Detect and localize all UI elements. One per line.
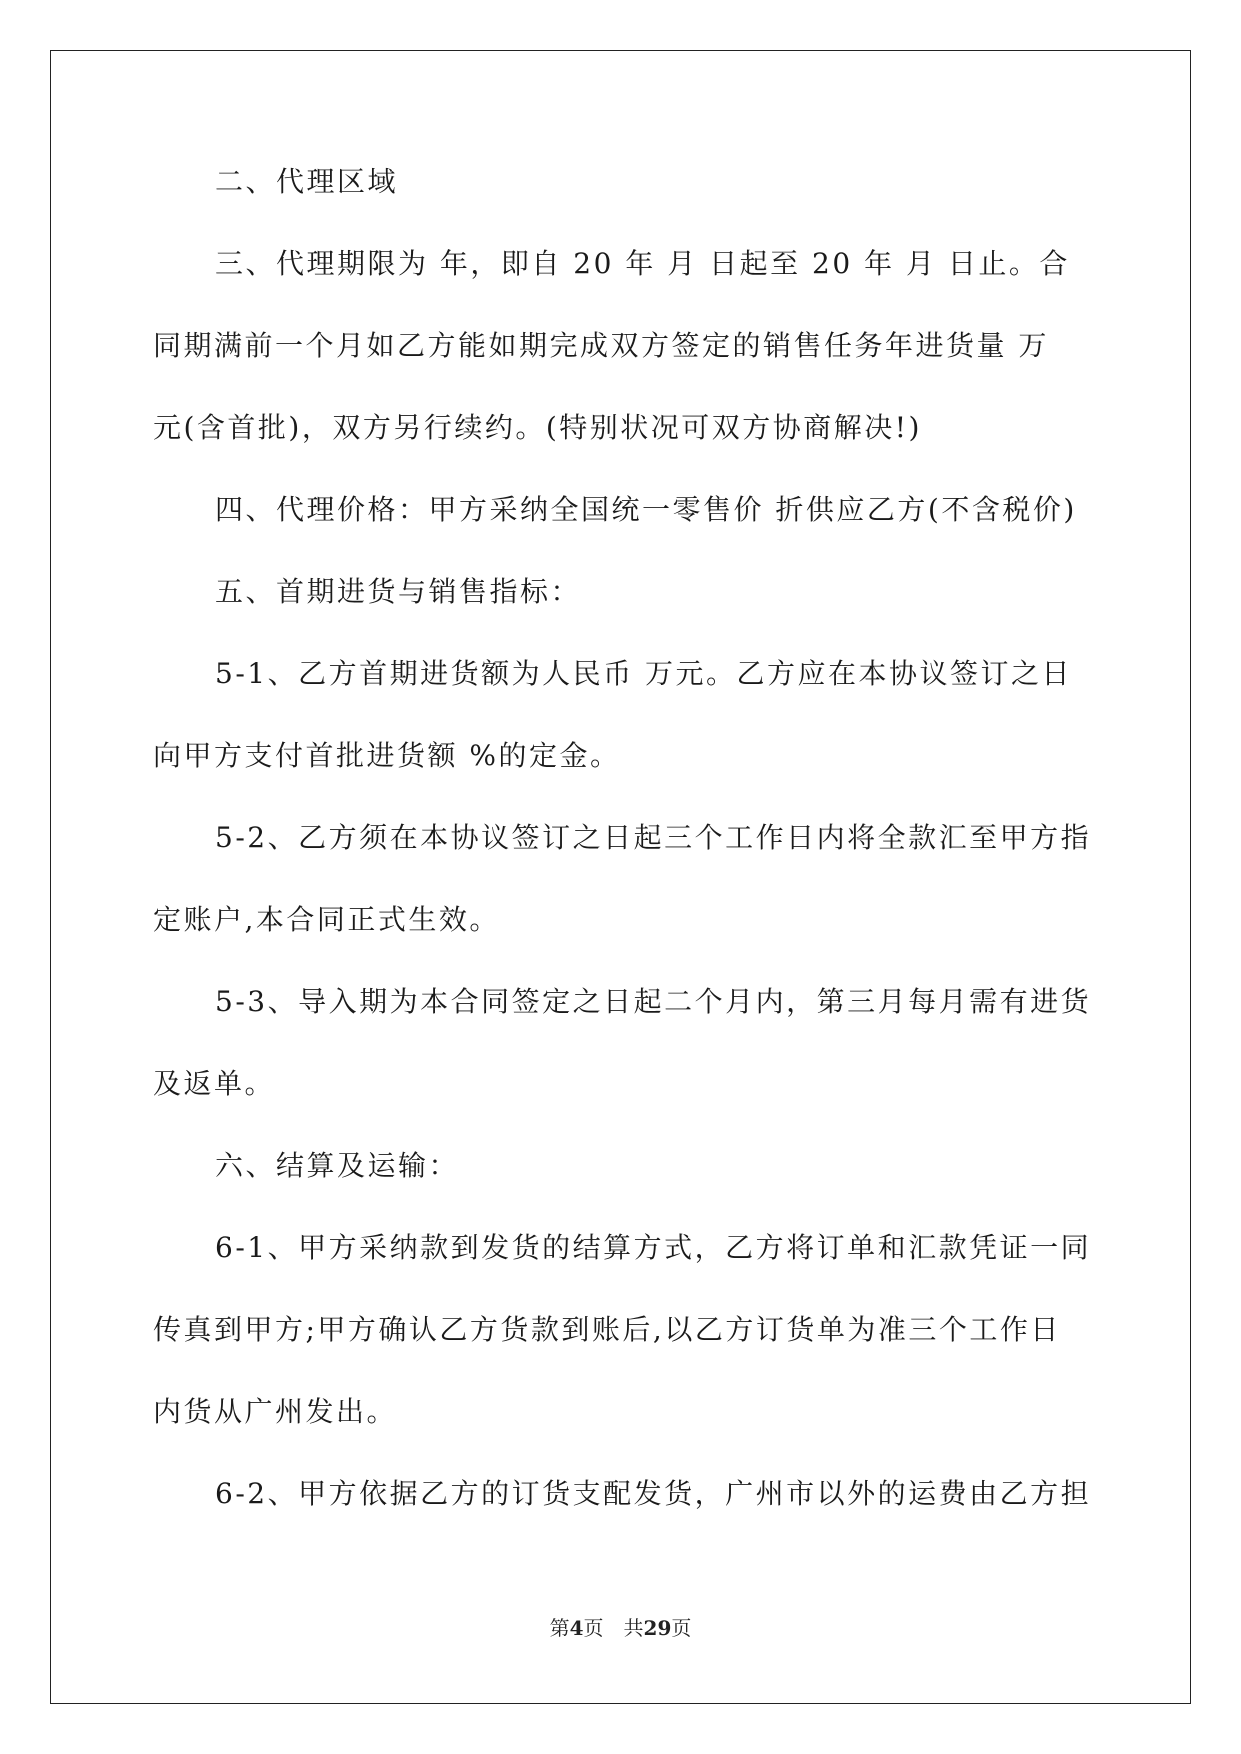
text-line: 5-1、乙方首期进货额为人民币 万元。乙方应在本协议签订之日 — [215, 657, 1072, 690]
text-line: 二、代理区域 — [215, 165, 399, 198]
text-line: 五、首期进货与销售指标： — [215, 575, 582, 608]
document-body — [153, 162, 1093, 1556]
text-line: 定账户,本合同正式生效。 — [153, 903, 500, 936]
text-line: 四、代理价格：甲方采纳全国统一零售价 折供应乙方(不含税价) — [215, 493, 1077, 526]
text-line: 5-3、导入期为本合同签定之日起二个月内，第三月每月需有进货 — [215, 985, 1092, 1018]
footer-suffix: 页 — [671, 1616, 692, 1640]
text-line: 元(含首批)，双方另行续约。(特别状况可双方协商解决!) — [153, 411, 922, 444]
text-line: 向甲方支付首批进货额 %的定金。 — [153, 739, 621, 772]
text-line: 三、代理期限为 年，即自 20 年 月 日起至 20 年 月 日止。合 — [215, 247, 1070, 280]
text-line: 及返单。 — [153, 1067, 276, 1100]
footer-middle: 页 共 — [583, 1616, 644, 1640]
text-line: 六、结算及运输： — [215, 1149, 460, 1182]
text-line: 传真到甲方;甲方确认乙方货款到账后,以乙方订货单为准三个工作日 — [153, 1313, 1061, 1346]
text-line: 6-2、甲方依据乙方的订货支配发货，广州市以外的运费由乙方担 — [215, 1477, 1092, 1510]
text-line: 6-1、甲方采纳款到发货的结算方式，乙方将订单和汇款凭证一同 — [215, 1231, 1092, 1264]
text-line: 同期满前一个月如乙方能如期完成双方签定的销售任务年进货量 万 — [153, 329, 1049, 362]
page-footer — [0, 1612, 1241, 1641]
current-page-number: 4 — [569, 1616, 584, 1640]
text-line: 5-2、乙方须在本协议签订之日起三个工作日内将全款汇至甲方指 — [215, 821, 1092, 854]
total-page-count: 29 — [643, 1616, 672, 1640]
text-line: 内货从广州发出。 — [153, 1395, 398, 1428]
footer-prefix: 第 — [549, 1616, 570, 1640]
